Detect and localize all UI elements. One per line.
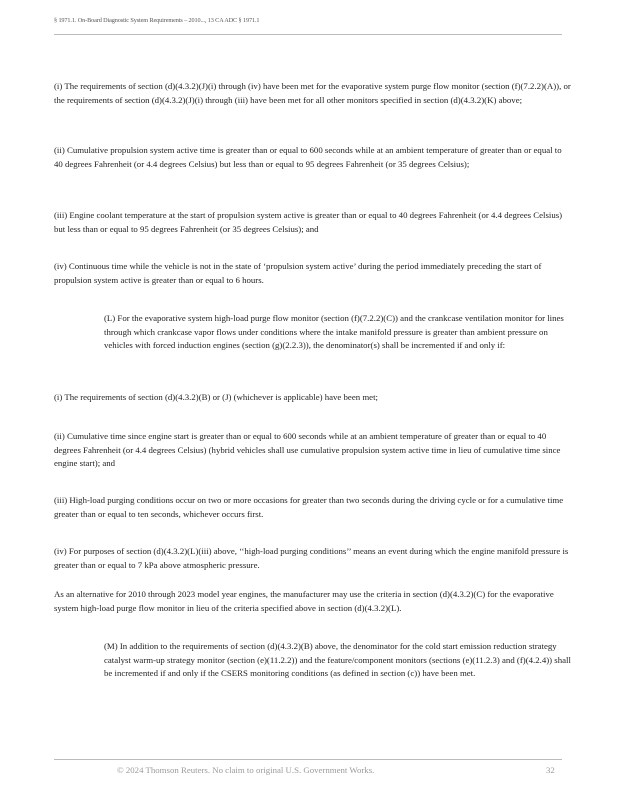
paragraph-d-4-3-2-k-iv: (iv) Continuous time while the vehicle is not in the state of ‘propulsion system active’ during the period immediately preceding the start of propulsion system active is greater than or equal to 6 hours.	[54, 261, 542, 285]
paragraph-d-4-3-2-l-i: (i) The requirements of section (d)(4.3.2)(B) or (J) (whichever is applicable) have been met;	[54, 392, 378, 402]
header-divider	[54, 34, 562, 35]
page-number: 32	[546, 765, 555, 775]
running-header: § 1971.1. On-Board Diagnostic System Requirements – 2010..., 13 CA ADC § 1971.1	[54, 17, 260, 24]
footer-divider	[54, 759, 562, 760]
paragraph-d-4-3-2-l: (L) For the evaporative system high-load purge flow monitor (section (f)(7.2.2)(C)) and the crankcase ventilation monitor for lines through which crankcase vapor flows under conditions where the intake manifold pressure is greater than ambient pressure on vehicles with forced induction engines (section (g)(2.2.3)), the denominator(s) shall be incremented if and only if:	[104, 313, 564, 351]
paragraph-d-4-3-2-l-ii: (ii) Cumulative time since engine start is greater than or equal to 600 seconds while at an ambient temperature of greater than or equal to 40 degrees Fahrenheit (or 4.4 degrees Celsius) (hybrid vehicles shall use cumulative propulsion system active time in lieu of cumulative time since engine start); and	[54, 431, 561, 469]
paragraph-d-4-3-2-l-iii: (iii) High-load purging conditions occur on two or more occasions for greater than two seconds during the driving cycle or for a cumulative time greater than or equal to ten seconds, whichever occurs first.	[54, 495, 564, 519]
paragraph-alternative-2010-2023: As an alternative for 2010 through 2023 model year engines, the manufacturer may use the criteria in section (d)(4.3.2)(C) for the evaporative system high-load purge flow monitor in lieu of the criteria specified above in section (d)(4.3.2)(L).	[54, 589, 554, 613]
paragraph-d-4-3-2-k-ii: (ii) Cumulative propulsion system active time is greater than or equal to 600 seconds while at an ambient temperature of greater than or equal to 40 degrees Fahrenheit (or 4.4 degrees Celsius) but less than or equal to 95 degrees Fahrenheit (or 35 degrees Celsius);	[54, 145, 562, 169]
paragraph-d-4-3-2-l-iv: (iv) For purposes of section (d)(4.3.2)(L)(iii) above, ‘‘high-load purging conditions’’ means an event during which the engine manifold pressure is greater than or equal to 7 kPa above atmospheric pressure.	[54, 546, 569, 570]
paragraph-d-4-3-2-m: (M) In addition to the requirements of section (d)(4.3.2)(B) above, the denominator for the cold start emission reduction strategy catalyst warm-up strategy monitor (section (e)(11.2.2)) and the feature/component monitors (sections (e)(11.2.3) and (f)(4.2.4)) shall be incremented if and only if the CSERS monitoring conditions (as defined in section (c)) have been met.	[104, 641, 571, 679]
copyright-footer: © 2024 Thomson Reuters. No claim to original U.S. Government Works.	[117, 765, 375, 775]
paragraph-d-4-3-2-k-iii: (iii) Engine coolant temperature at the start of propulsion system active is greater than or equal to 40 degrees Fahrenheit (or 4.4 degrees Celsius) but less than or equal to 95 degrees Fahrenheit (or 35 degrees Celsius); and	[54, 210, 563, 234]
paragraph-d-4-3-2-k-i: (i) The requirements of section (d)(4.3.2)(J)(i) through (iv) have been met for the evaporative system purge flow monitor (section (f)(7.2.2)(A)), or the requirements of section (d)(4.3.2)(J)(i) through (iii) have been met for all other monitors specified in section (d)(4.3.2)(K) above;	[54, 81, 571, 105]
